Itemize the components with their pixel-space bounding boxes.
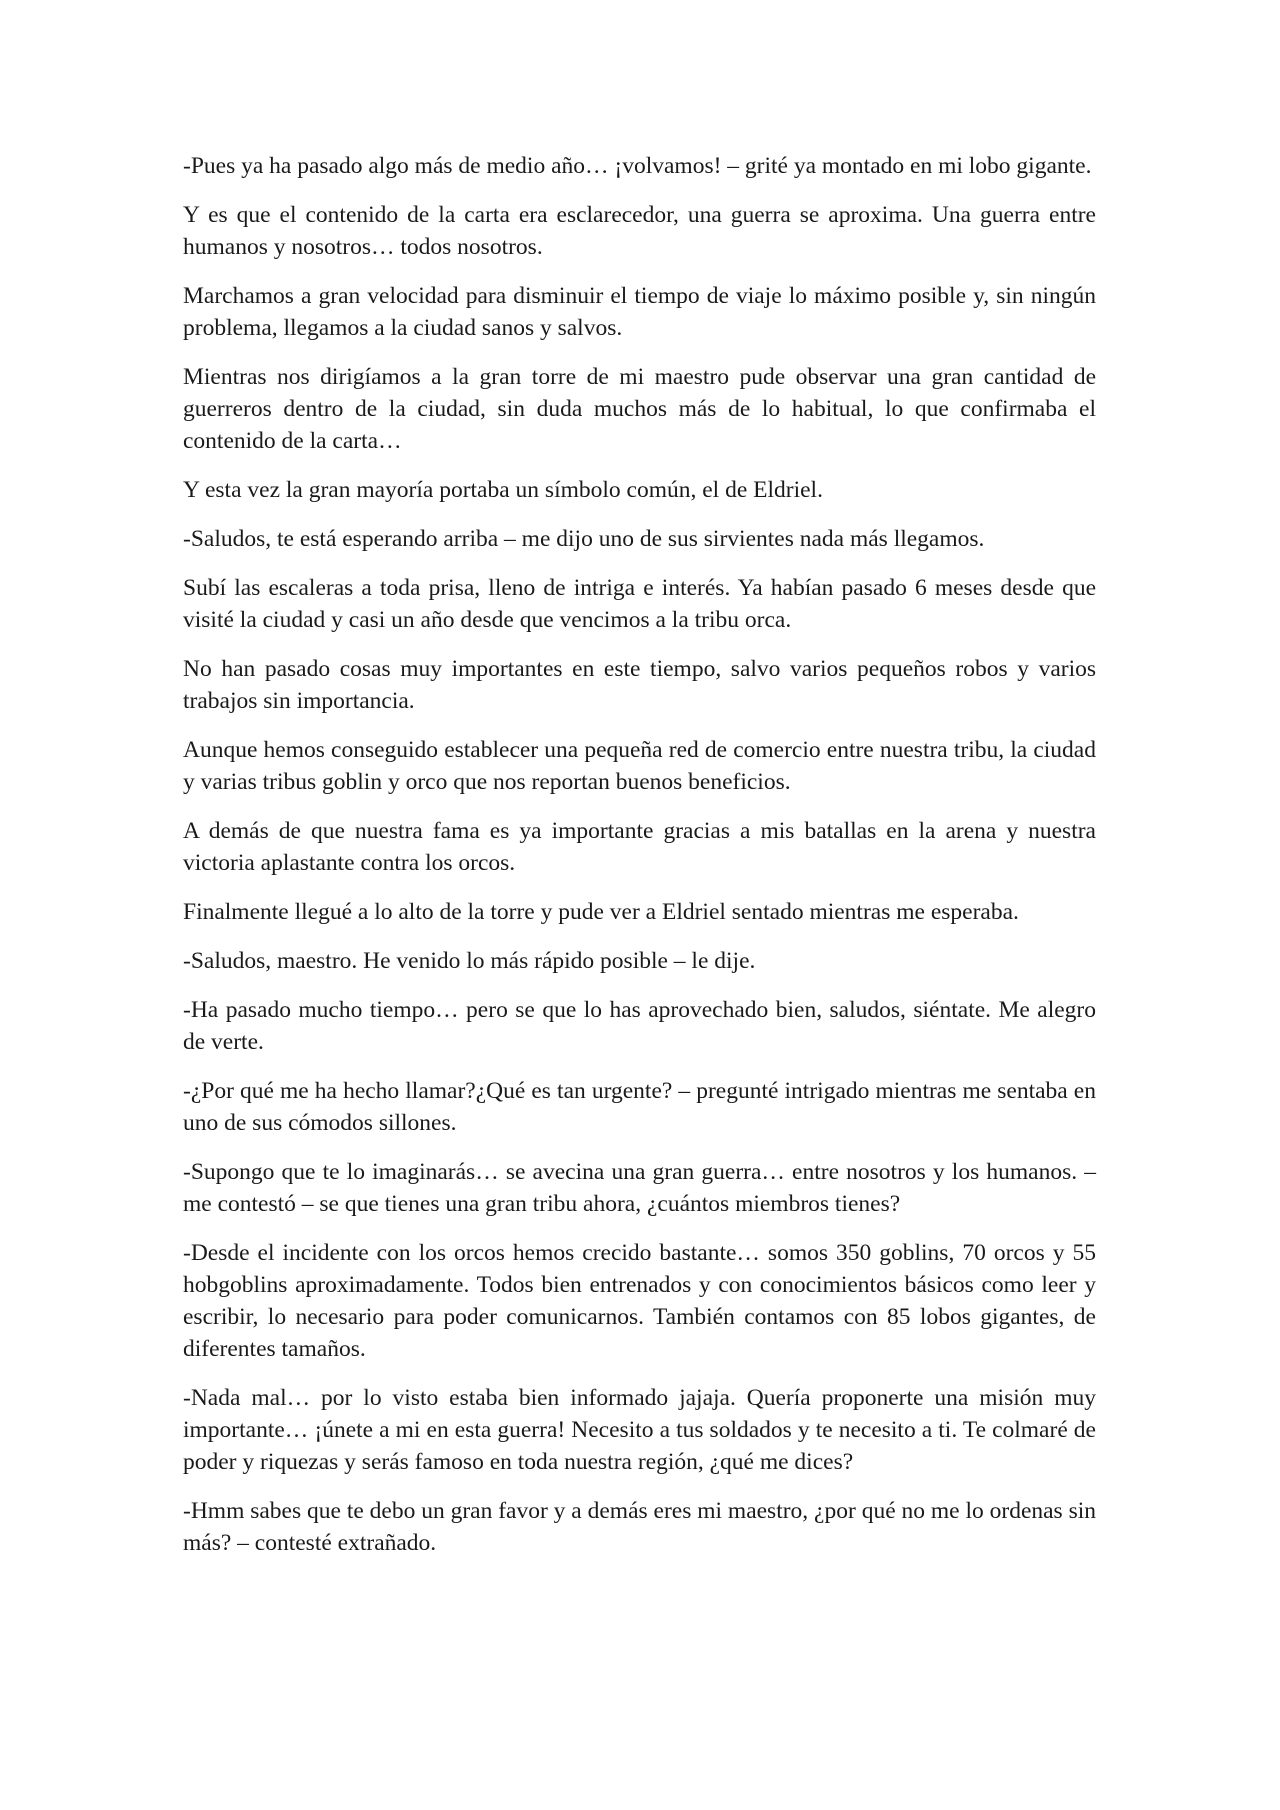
paragraph-8: No han pasado cosas muy importantes en este tiempo, salvo varios pequeños robos y varios trabajos sin importancia. [183, 656, 1096, 714]
paragraph-3: Marchamos a gran velocidad para disminuir el tiempo de viaje lo máximo posible y, sin ningún problema, llegamos a la ciudad sanos y salvos. [183, 283, 1096, 341]
paragraph-13: -Ha pasado mucho tiempo… pero se que lo has aprovechado bien, saludos, siéntate. Me alegro de verte. [183, 997, 1096, 1055]
paragraph-10: A demás de que nuestra fama es ya importante gracias a mis batallas en la arena y nuestra victoria aplastante contra los orcos. [183, 818, 1096, 876]
paragraph-12: -Saludos, maestro. He venido lo más rápido posible – le dije. [183, 948, 756, 974]
paragraph-17: -Nada mal… por lo visto estaba bien informado jajaja. Quería proponerte una misión muy importante… ¡únete a mi en esta guerra! Necesito a tus soldados y te necesito a ti. Te colmaré de poder y riquezas y serás famoso en toda nuestra región, ¿qué me dices? [183, 1385, 1096, 1475]
paragraph-14: -¿Por qué me ha hecho llamar?¿Qué es tan urgente? – pregunté intrigado mientras me sentaba en uno de sus cómodos sillones. [183, 1078, 1096, 1136]
paragraph-2: Y es que el contenido de la carta era esclarecedor, una guerra se aproxima. Una guerra entre humanos y nosotros… todos nosotros. [183, 202, 1096, 260]
paragraph-6: -Saludos, te está esperando arriba – me dijo uno de sus sirvientes nada más llegamos. [183, 526, 985, 552]
document-page [183, 150, 1096, 1576]
paragraph-1: -Pues ya ha pasado algo más de medio año… ¡volvamos! – grité ya montado en mi lobo gigante. [183, 153, 1092, 179]
paragraph-16: -Desde el incidente con los orcos hemos crecido bastante… somos 350 goblins, 70 orcos y 55 hobgoblins aproximadamente. Todos bien entrenados y con conocimientos básicos como leer y escribir, lo necesario para poder comunicarnos. También contamos con 85 lobos gigantes, de diferentes tamaños. [183, 1240, 1096, 1362]
paragraph-11: Finalmente llegué a lo alto de la torre y pude ver a Eldriel sentado mientras me esperaba. [183, 899, 1019, 925]
paragraph-7: Subí las escaleras a toda prisa, lleno de intriga e interés. Ya habían pasado 6 meses desde que visité la ciudad y casi un año desde que vencimos a la tribu orca. [183, 575, 1096, 633]
paragraph-5: Y esta vez la gran mayoría portaba un símbolo común, el de Eldriel. [183, 477, 823, 503]
paragraph-4: Mientras nos dirigíamos a la gran torre de mi maestro pude observar una gran cantidad de guerreros dentro de la ciudad, sin duda muchos más de lo habitual, lo que confirmaba el contenido de la carta… [183, 364, 1096, 454]
paragraph-15: -Supongo que te lo imaginarás… se avecina una gran guerra… entre nosotros y los humanos. – me contestó – se que tienes una gran tribu ahora, ¿cuántos miembros tienes? [183, 1159, 1096, 1217]
paragraph-18: -Hmm sabes que te debo un gran favor y a demás eres mi maestro, ¿por qué no me lo ordenas sin más? – contesté extrañado. [183, 1498, 1096, 1556]
paragraph-9: Aunque hemos conseguido establecer una pequeña red de comercio entre nuestra tribu, la ciudad y varias tribus goblin y orco que nos reportan buenos beneficios. [183, 737, 1096, 795]
